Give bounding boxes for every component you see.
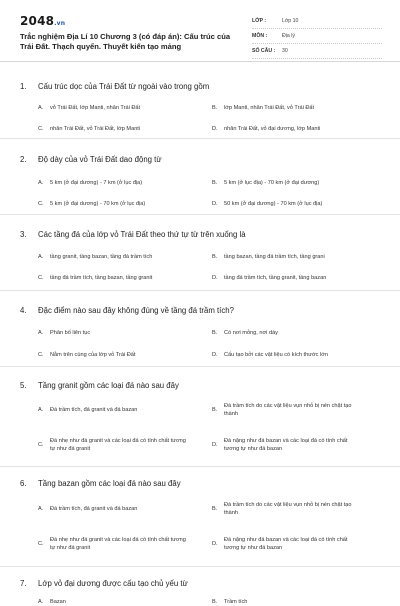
answer-option[interactable]	[212, 351, 328, 359]
meta-row-class	[252, 14, 382, 29]
option-letter: B.	[212, 407, 218, 413]
question-header	[20, 479, 181, 488]
option-letter: A.	[38, 599, 44, 605]
logo-main: 2048	[20, 14, 55, 28]
question-number: 3.	[20, 230, 27, 239]
option-letter: C.	[38, 201, 44, 207]
meta-row-count	[252, 44, 382, 59]
answer-option[interactable]	[38, 253, 152, 261]
answer-option[interactable]	[212, 437, 364, 453]
option-text: tầng granit, tầng bazan, tầng đá trầm tích	[50, 254, 153, 260]
answer-option[interactable]	[212, 253, 325, 261]
option-letter: D.	[212, 442, 218, 448]
option-text: tầng đá trầm tích, tầng bazan, tầng granit	[50, 275, 153, 281]
answer-option[interactable]	[38, 104, 140, 112]
question-text: Đặc điểm nào sau đây không đúng về tầng đá trầm tích?	[38, 306, 234, 315]
question-header	[20, 155, 162, 164]
answer-option[interactable]	[212, 125, 320, 133]
option-letter: B.	[212, 105, 218, 111]
option-letter: A.	[38, 180, 44, 186]
option-letter: D.	[212, 201, 218, 207]
meta-label: SỐ CÂU :	[252, 48, 276, 54]
answer-option[interactable]	[38, 125, 140, 133]
answer-option[interactable]	[212, 598, 247, 606]
question-text: Tầng bazan gồm các loại đá nào sau đây	[38, 479, 181, 488]
question-item	[0, 466, 400, 566]
option-text: tầng bazan, tầng đá trầm tích, tầng grani	[224, 254, 325, 260]
question-item	[0, 138, 400, 214]
option-letter: A.	[38, 254, 44, 260]
question-number: 4.	[20, 306, 27, 315]
question-text: Các tầng đá của lớp vỏ Trái Đất theo thứ tự từ trên xuống là	[38, 230, 246, 239]
question-header	[20, 82, 209, 91]
option-text: Đá nhẹ như đá granit và các loại đá có tính chất tương tự như đá granit	[50, 438, 186, 452]
option-text: Đá trầm tích do các vật liệu vụn nhỏ bị nén chặt tạo thành	[224, 502, 352, 516]
answer-option[interactable]	[212, 274, 326, 282]
option-letter: B.	[212, 506, 218, 512]
question-text: Độ dày của vỏ Trái Đất dao động từ	[38, 155, 162, 164]
answer-option[interactable]	[38, 329, 90, 337]
answer-option[interactable]	[212, 402, 364, 418]
question-header	[20, 306, 234, 315]
option-letter: B.	[212, 180, 218, 186]
option-text: lớp Manti, nhân Trái Đất, vỏ Trái Đất	[224, 105, 315, 111]
meta-value: 30	[282, 48, 288, 54]
option-letter: C.	[38, 275, 44, 281]
meta-value: Địa lý	[282, 33, 295, 39]
answer-option[interactable]	[38, 200, 145, 208]
answer-option[interactable]	[38, 437, 190, 453]
answer-option[interactable]	[38, 351, 135, 359]
meta-label: MÔN :	[252, 33, 268, 39]
answer-option[interactable]	[212, 536, 364, 552]
option-text: Có nơi mỏng, nơi dày	[224, 330, 278, 336]
question-number: 6.	[20, 479, 27, 488]
question-item	[0, 290, 400, 366]
option-letter: A.	[38, 105, 44, 111]
question-header	[20, 381, 179, 390]
question-text: Tầng granit gồm các loại đá nào sau đây	[38, 381, 179, 390]
option-text: nhân Trái Đất, vỏ Trái Đất, lớp Manti	[50, 126, 141, 132]
question-header	[20, 230, 246, 239]
question-item	[0, 214, 400, 290]
option-text: 50 km (ở đại dương) - 70 km (ở lục địa)	[224, 201, 323, 207]
document-meta	[252, 14, 382, 59]
question-number: 5.	[20, 381, 27, 390]
answer-option[interactable]	[212, 104, 314, 112]
option-letter: A.	[38, 407, 44, 413]
option-text: 5 km (ở lục địa) - 70 km (ở đại dương)	[224, 180, 320, 186]
meta-value: Lớp 10	[282, 18, 299, 24]
option-letter: D.	[212, 126, 218, 132]
document-title: Trắc nghiệm Địa Lí 10 Chương 3 (có đáp án): Cấu trúc của Trái Đất. Thạch quyển. Thuyết kiến tạo mảng	[20, 32, 231, 51]
option-letter: B.	[212, 599, 218, 605]
option-letter: D.	[212, 541, 218, 547]
answer-option[interactable]	[212, 179, 319, 187]
answer-option[interactable]	[38, 598, 66, 606]
question-number: 2.	[20, 155, 27, 164]
option-text: Đá nặng như đá bazan và các loại đá có tính chất tương tự như đá bazan	[224, 438, 348, 452]
page-header	[0, 0, 400, 62]
option-text: Đá trầm tích do các vật liệu vụn nhỏ bị nén chặt tạo thành	[224, 403, 352, 417]
option-text: Đá trầm tích, đá granit và đá bazan	[50, 407, 138, 413]
question-text: Lớp vỏ đại dương được cấu tạo chủ yếu từ	[38, 579, 188, 588]
answer-option[interactable]	[212, 501, 364, 517]
option-text: Bazan	[50, 599, 66, 605]
option-text: Trầm tích	[224, 599, 248, 605]
answer-option[interactable]	[212, 200, 322, 208]
question-text: Cấu trúc dọc của Trái Đất từ ngoài vào trong gồm	[38, 82, 210, 91]
answer-option[interactable]	[38, 179, 142, 187]
meta-row-subject	[252, 29, 382, 44]
question-header	[20, 579, 188, 588]
option-letter: C.	[38, 352, 44, 358]
question-number: 7.	[20, 579, 27, 588]
question-item	[0, 366, 400, 466]
option-letter: A.	[38, 506, 44, 512]
option-text: 5 km (ở đại dương) - 70 km (ở lục địa)	[50, 201, 146, 207]
answer-option[interactable]	[38, 536, 190, 552]
option-text: Nằm trên cùng của lớp vỏ Trái Đất	[50, 352, 136, 358]
option-letter: D.	[212, 275, 218, 281]
question-item	[0, 566, 400, 605]
logo-suffix: .vn	[54, 20, 66, 27]
option-letter: C.	[38, 541, 44, 547]
question-number: 1.	[20, 82, 27, 91]
option-text: Đá nặng như đá bazan và các loại đá có tính chất tương tự như đá bazan	[224, 537, 348, 551]
answer-option[interactable]	[38, 274, 152, 282]
option-letter: B.	[212, 330, 218, 336]
option-text: nhân Trái Đất, vỏ đại dương, lớp Manti	[224, 126, 321, 132]
answer-option[interactable]	[212, 329, 278, 337]
question-item	[0, 62, 400, 138]
site-logo[interactable]	[20, 14, 65, 28]
meta-label: LỚP :	[252, 18, 267, 24]
answer-option[interactable]	[38, 505, 137, 513]
option-text: vỏ Trái Đất, lớp Manti, nhân Trái Đất	[50, 105, 141, 111]
answer-option[interactable]	[38, 406, 137, 414]
option-text: 5 km (ở đại dương) - 7 km (ở lục địa)	[50, 180, 143, 186]
option-text: Cấu tạo bởi các vật liệu có kích thước lớn	[224, 352, 328, 358]
option-letter: D.	[212, 352, 218, 358]
option-letter: C.	[38, 442, 44, 448]
option-text: Đá trầm tích, đá granit và đá bazan	[50, 506, 138, 512]
option-letter: A.	[38, 330, 44, 336]
option-letter: B.	[212, 254, 218, 260]
option-text: tầng đá trầm tích, tầng granit, tầng bazan	[224, 275, 327, 281]
option-text: Phân bố liên tục	[50, 330, 91, 336]
option-text: Đá nhẹ như đá granit và các loại đá có tính chất tương tự như đá granit	[50, 537, 186, 551]
option-letter: C.	[38, 126, 44, 132]
